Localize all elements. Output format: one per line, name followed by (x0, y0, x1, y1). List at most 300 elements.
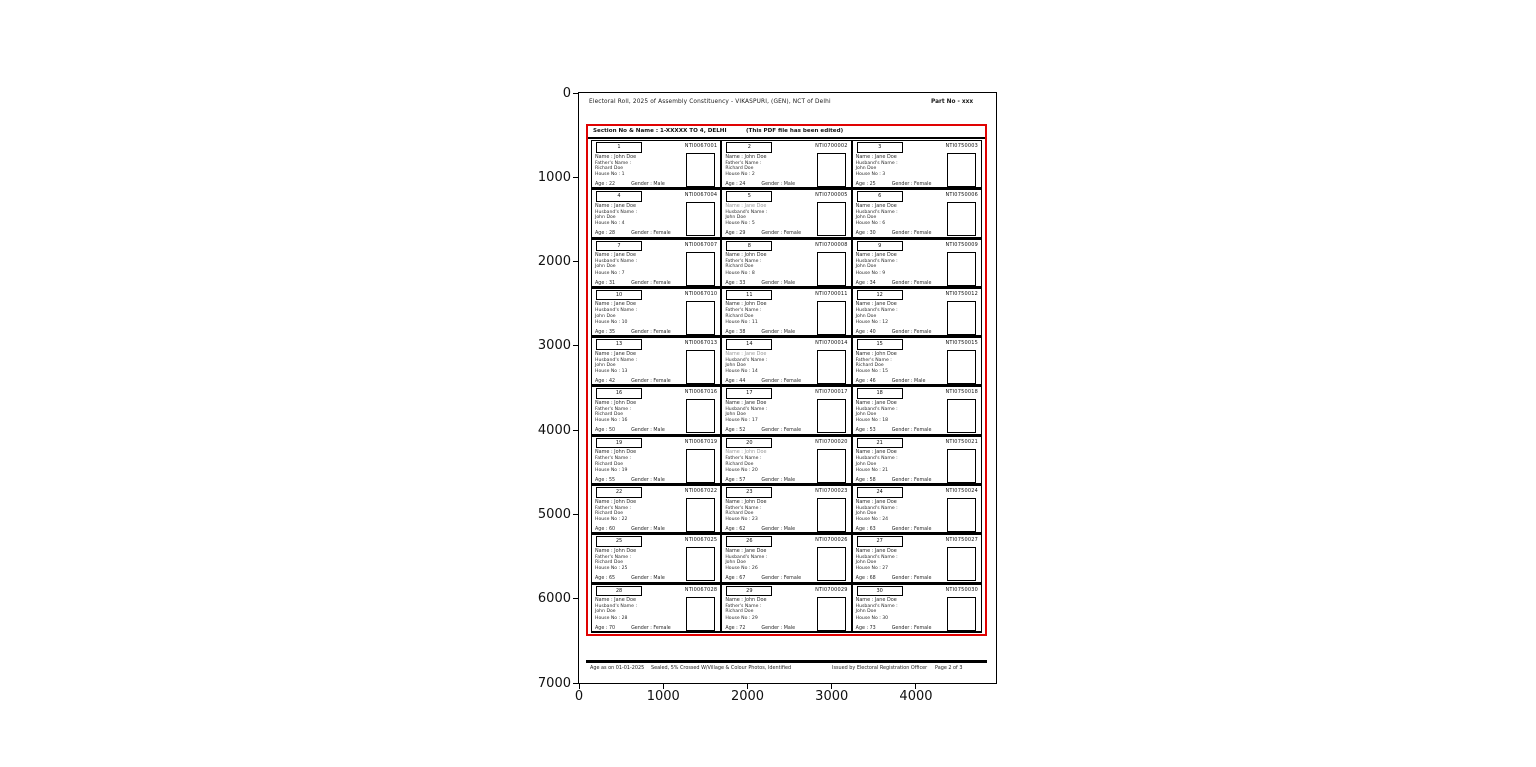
house-number-line: House No : 11 (725, 319, 758, 325)
voter-name-line: Name : John Doe (595, 153, 637, 160)
relation-name-line: Richard Doe (725, 609, 754, 615)
house-number-line: House No : 15 (855, 369, 889, 375)
house-number-line: House No : 21 (855, 467, 889, 473)
photo-box (686, 301, 715, 335)
gender-value: Gender : Male (631, 428, 665, 434)
y-tick-label: 4000 (537, 422, 571, 438)
gender-value: Gender : Female (761, 231, 802, 237)
gender-value: Gender : Male (631, 576, 665, 582)
house-number-line: House No : 29 (725, 615, 758, 621)
relation-label-line: Father's Name : (725, 604, 762, 610)
epic-number: NTI0750030 (945, 586, 978, 593)
epic-number: NTI0750024 (945, 488, 978, 495)
voter-card (591, 189, 721, 238)
voter-card (852, 140, 982, 189)
age-gender-line: Age : 53 Gender : Female (855, 428, 932, 434)
epic-number: NTI0067004 (684, 192, 718, 199)
epic-number: NTI0700002 (815, 143, 848, 149)
gender-value: Gender : Female (891, 625, 932, 631)
relation-name-line: John Doe (855, 264, 877, 270)
photo-box (817, 252, 846, 286)
epic-number: NTI0700014 (815, 340, 848, 347)
relation-label-line: Father's Name : (595, 406, 632, 412)
gender-value: Gender : Female (761, 379, 802, 385)
voter-name-line: Name : Jane Doe (855, 547, 897, 554)
gender-value: Gender : Female (891, 428, 932, 434)
relation-name-line: John Doe (855, 313, 877, 319)
house-number-line: House No : 2 (725, 172, 755, 177)
voter-card (721, 239, 851, 288)
voter-card (591, 436, 721, 485)
age-gender-line: Age : 50 Gender : Male (595, 428, 665, 434)
voter-name-line: Name : Jane Doe (725, 547, 767, 554)
y-tick-mark (573, 430, 578, 431)
photo-box (947, 202, 976, 236)
age-gender-line: Age : 60 Gender : Male (595, 527, 665, 533)
age-gender-line: Age : 46 Gender : Male (855, 379, 926, 385)
age-gender-line: Age : 35 Gender : Female (595, 329, 671, 335)
relation-name-line: Richard Doe (595, 461, 624, 467)
epic-number: NTI0750003 (945, 143, 978, 149)
epic-number: NTI0750012 (945, 290, 978, 297)
serial-number-box: 14 (726, 339, 772, 350)
gender-value: Gender : Female (631, 280, 671, 286)
epic-number: NTI0750015 (945, 340, 978, 347)
roll-header: Electoral Roll, 2025 of Assembly Constituency - VIKASPURI, (GEN), NCT of Delhi (589, 99, 831, 105)
serial-number-box: 19 (596, 438, 642, 449)
voter-name-line: Name : John Doe (595, 449, 637, 456)
age-gender-line: Age : 34 Gender : Female (855, 280, 932, 286)
voter-card (721, 189, 851, 238)
voter-card (721, 288, 851, 337)
relation-label-line: Father's Name : (595, 160, 632, 166)
house-number-line: House No : 27 (855, 566, 889, 572)
age-gender-line: Age : 38 Gender : Male (725, 329, 796, 335)
gender-value: Gender : Female (891, 182, 932, 187)
age-gender-line: Age : 22 Gender : Male (595, 182, 665, 187)
x-tick-label: 3000 (815, 689, 849, 704)
relation-name-line: John Doe (725, 362, 746, 368)
age-gender-line: Age : 25 Gender : Female (855, 182, 932, 187)
gender-value: Gender : Male (631, 477, 665, 483)
house-number-line: House No : 5 (725, 221, 755, 227)
serial-number-box: 2 (726, 142, 772, 153)
age-gender-line: Age : 29 Gender : Female (725, 231, 802, 237)
serial-number-box: 11 (726, 290, 772, 301)
relation-label-line: Husband's Name : (595, 308, 637, 314)
age-gender-line: Age : 42 Gender : Female (595, 379, 671, 385)
serial-number-box: 10 (596, 290, 642, 301)
gender-value: Gender : Male (761, 182, 796, 187)
photo-box (947, 547, 976, 581)
gender-value: Gender : Female (631, 379, 671, 385)
plot-area (537, 85, 997, 704)
gender-value: Gender : Male (761, 477, 796, 483)
photo-box (817, 153, 846, 187)
serial-number-box: 9 (857, 241, 903, 252)
voter-name-line: Name : Jane Doe (595, 301, 637, 308)
relation-name-line: John Doe (595, 609, 616, 615)
relation-name-line: John Doe (595, 313, 616, 319)
photo-box (686, 449, 715, 483)
relation-name-line: John Doe (725, 560, 746, 566)
photo-box (686, 547, 715, 581)
photo-box (817, 597, 846, 631)
epic-number: NTI0700029 (815, 586, 848, 593)
voter-card (721, 485, 851, 534)
relation-name-line: John Doe (725, 412, 746, 418)
voter-card (591, 386, 721, 435)
serial-number-box: 23 (726, 487, 772, 498)
epic-number: NTI0700017 (815, 389, 848, 396)
gender-value: Gender : Male (761, 280, 796, 286)
relation-name-line: Richard Doe (855, 362, 884, 368)
x-tick-label: 2000 (730, 689, 765, 704)
relation-name-line: John Doe (855, 165, 877, 171)
relation-label-line: Father's Name : (725, 259, 762, 265)
epic-number: NTI0067025 (684, 537, 718, 544)
epic-number: NTI0067019 (684, 438, 718, 445)
serial-number-box: 4 (596, 191, 642, 202)
serial-number-box: 27 (857, 536, 903, 547)
photo-box (947, 153, 976, 187)
serial-number-box: 22 (596, 487, 642, 498)
voter-card (721, 386, 851, 435)
voter-card (852, 485, 982, 534)
epic-number: NTI0700008 (815, 241, 848, 248)
relation-name-line: Richard Doe (725, 264, 754, 270)
serial-number-box: 7 (596, 241, 642, 252)
voter-card (721, 584, 851, 633)
house-number-line: House No : 3 (855, 172, 886, 177)
house-number-line: House No : 30 (855, 615, 889, 621)
photo-box (686, 252, 715, 286)
gender-value: Gender : Female (891, 329, 932, 335)
y-tick-mark (573, 261, 578, 262)
relation-name-line: Richard Doe (595, 165, 624, 171)
relation-name-line: John Doe (855, 609, 877, 615)
age-gender-line: Age : 55 Gender : Male (595, 477, 665, 483)
x-tick-label: 0 (574, 689, 584, 704)
highlight-box (586, 124, 987, 636)
serial-number-box: 13 (596, 339, 642, 350)
footer-seal-note: Sealed, 5% Crossed W/Village & Colour Photos, Identified (651, 664, 792, 671)
house-number-line: House No : 10 (595, 319, 628, 325)
gender-value: Gender : Female (631, 329, 671, 335)
voter-name-line: Name : Jane Doe (725, 350, 767, 357)
serial-number-box: 5 (726, 191, 772, 202)
section-title: Section No & Name : 1-XXXXX TO 4, DELHI (593, 127, 727, 134)
relation-label-line: Father's Name : (725, 456, 762, 462)
relation-label-line: Husband's Name : (855, 406, 898, 412)
age-gender-line: Age : 30 Gender : Female (855, 231, 932, 237)
voter-name-line: Name : John Doe (855, 350, 897, 357)
gender-value: Gender : Female (631, 625, 671, 631)
serial-number-box: 21 (857, 438, 903, 449)
x-tick-label: 4000 (899, 689, 933, 704)
gender-value: Gender : Female (891, 280, 932, 286)
y-tick-mark (573, 177, 578, 178)
serial-number-box: 3 (857, 142, 903, 153)
voter-name-line: Name : Jane Doe (855, 498, 897, 505)
photo-box (817, 547, 846, 581)
relation-name-line: John Doe (855, 215, 877, 221)
voter-name-line: Name : John Doe (595, 547, 637, 554)
y-tick-label: 0 (562, 85, 571, 101)
serial-number-box: 12 (857, 290, 903, 301)
age-gender-line: Age : 65 Gender : Male (595, 576, 665, 582)
voter-card (852, 239, 982, 288)
edited-note: (This PDF file has been edited) (746, 127, 844, 134)
epic-number: NTI0700023 (815, 488, 848, 495)
relation-name-line: John Doe (855, 560, 877, 566)
voter-card (852, 189, 982, 238)
photo-box (817, 301, 846, 335)
house-number-line: House No : 22 (595, 517, 628, 523)
epic-number: NTI0067022 (684, 488, 718, 495)
voter-name-line: Name : Jane Doe (855, 301, 897, 308)
serial-number-box: 8 (726, 241, 772, 252)
voter-name-line: Name : John Doe (725, 597, 767, 604)
photo-box (817, 202, 846, 236)
gender-value: Gender : Female (891, 576, 932, 582)
relation-name-line: John Doe (855, 461, 877, 467)
voter-name-line: Name : Jane Doe (855, 252, 897, 259)
voter-grid (591, 140, 982, 633)
voter-name-line: Name : Jane Doe (595, 252, 637, 259)
voter-name-line: Name : John Doe (725, 153, 767, 160)
x-tick-label: 1000 (646, 689, 680, 704)
gender-value: Gender : Female (631, 231, 671, 237)
serial-number-box: 25 (596, 536, 642, 547)
voter-card (721, 140, 851, 189)
voter-name-line: Name : Jane Doe (725, 202, 767, 209)
epic-number: NTI0750021 (945, 438, 978, 445)
photo-box (947, 498, 976, 532)
age-gender-line: Age : 63 Gender : Female (855, 527, 932, 533)
house-number-line: House No : 17 (725, 418, 758, 424)
photo-box (947, 301, 976, 335)
relation-label-line: Husband's Name : (595, 357, 637, 363)
relation-label-line: Father's Name : (595, 505, 632, 511)
y-tick-label: 5000 (537, 506, 571, 522)
gender-value: Gender : Female (891, 231, 932, 237)
relation-name-line: Richard Doe (725, 165, 754, 171)
house-number-line: House No : 25 (595, 566, 628, 572)
house-number-line: House No : 12 (855, 319, 889, 325)
voter-name-line: Name : Jane Doe (595, 597, 637, 604)
photo-box (686, 350, 715, 384)
gender-value: Gender : Male (631, 527, 665, 533)
voter-card (852, 386, 982, 435)
photo-box (817, 350, 846, 384)
voter-card (852, 534, 982, 583)
age-gender-line: Age : 67 Gender : Female (725, 576, 802, 582)
gender-value: Gender : Male (891, 379, 926, 385)
voter-name-line: Name : John Doe (725, 498, 767, 505)
footer-rule (586, 660, 987, 663)
relation-name-line: John Doe (595, 215, 616, 221)
voter-name-line: Name : Jane Doe (595, 350, 637, 357)
photo-box (686, 202, 715, 236)
epic-number: NTI0700020 (815, 438, 848, 445)
serial-number-box: 20 (726, 438, 772, 449)
relation-label-line: Husband's Name : (725, 357, 768, 363)
age-gender-line: Age : 52 Gender : Female (725, 428, 802, 434)
relation-name-line: Richard Doe (725, 510, 754, 516)
relation-name-line: John Doe (725, 215, 746, 221)
serial-number-box: 15 (857, 339, 903, 350)
voter-name-line: Name : John Doe (725, 301, 767, 308)
serial-number-box: 16 (596, 388, 642, 399)
age-gender-line: Age : 68 Gender : Female (855, 576, 932, 582)
relation-label-line: Husband's Name : (725, 554, 768, 560)
gender-value: Gender : Male (761, 527, 796, 533)
voter-card (721, 337, 851, 386)
age-gender-line: Age : 73 Gender : Female (855, 625, 932, 631)
serial-number-box: 29 (726, 586, 772, 597)
y-tick-label: 1000 (537, 169, 571, 185)
voter-card (852, 436, 982, 485)
voter-card (721, 436, 851, 485)
relation-label-line: Husband's Name : (595, 604, 637, 610)
relation-label-line: Husband's Name : (855, 160, 898, 166)
relation-name-line: John Doe (595, 264, 616, 270)
house-number-line: House No : 4 (595, 221, 625, 227)
epic-number: NTI0067010 (684, 290, 718, 297)
photo-box (947, 597, 976, 631)
house-number-line: House No : 20 (725, 467, 758, 473)
voter-name-line: Name : Jane Doe (725, 399, 767, 406)
gender-value: Gender : Male (631, 182, 665, 187)
age-gender-line: Age : 58 Gender : Female (855, 477, 932, 483)
age-gender-line: Age : 62 Gender : Male (725, 527, 796, 533)
serial-number-box: 30 (857, 586, 903, 597)
age-gender-line: Age : 28 Gender : Female (595, 231, 671, 237)
epic-number: NTI0067013 (684, 340, 718, 347)
footer-issuer: Issued by Electoral Registration Officer (832, 664, 928, 671)
relation-name-line: John Doe (855, 510, 877, 516)
epic-number: NTI0700005 (815, 192, 848, 199)
relation-label-line: Father's Name : (855, 357, 892, 363)
gender-value: Gender : Male (761, 625, 796, 631)
gender-value: Gender : Female (891, 527, 932, 533)
photo-box (686, 153, 715, 187)
voter-card (591, 288, 721, 337)
voter-card (852, 337, 982, 386)
voter-card (591, 584, 721, 633)
age-gender-line: Age : 57 Gender : Male (725, 477, 796, 483)
house-number-line: House No : 14 (725, 369, 758, 375)
photo-box (686, 498, 715, 532)
photo-box (947, 449, 976, 483)
relation-label-line: Husband's Name : (855, 308, 898, 314)
relation-label-line: Father's Name : (725, 308, 762, 314)
relation-label-line: Father's Name : (595, 554, 632, 560)
serial-number-box: 18 (857, 388, 903, 399)
relation-name-line: Richard Doe (595, 510, 624, 516)
age-gender-line: Age : 33 Gender : Male (725, 280, 796, 286)
serial-number-box: 6 (857, 191, 903, 202)
gender-value: Gender : Female (761, 428, 802, 434)
house-number-line: House No : 26 (725, 566, 758, 572)
y-tick-label: 3000 (537, 338, 571, 354)
relation-label-line: Husband's Name : (725, 406, 768, 412)
y-tick-mark (573, 683, 578, 684)
voter-card (852, 288, 982, 337)
relation-name-line: Richard Doe (725, 313, 754, 319)
relation-label-line: Husband's Name : (855, 604, 898, 610)
photo-box (817, 399, 846, 433)
gender-value: Gender : Male (761, 329, 796, 335)
gender-value: Gender : Female (761, 576, 802, 582)
voter-name-line: Name : Jane Doe (855, 597, 897, 604)
relation-label-line: Husband's Name : (855, 209, 898, 215)
epic-number: NTI0750027 (945, 537, 978, 544)
house-number-line: House No : 1 (595, 172, 625, 177)
age-gender-line: Age : 24 Gender : Male (725, 182, 796, 187)
gender-value: Gender : Female (891, 477, 932, 483)
voter-card (591, 337, 721, 386)
voter-card (591, 485, 721, 534)
voter-card (591, 140, 721, 189)
serial-number-box: 26 (726, 536, 772, 547)
relation-label-line: Husband's Name : (855, 505, 898, 511)
epic-number: NTI0067001 (684, 143, 718, 149)
house-number-line: House No : 8 (725, 270, 755, 276)
serial-number-box: 24 (857, 487, 903, 498)
house-number-line: House No : 7 (595, 270, 625, 276)
y-tick-mark (573, 598, 578, 599)
relation-label-line: Husband's Name : (595, 209, 637, 215)
photo-box (686, 597, 715, 631)
voter-name-line: Name : Jane Doe (855, 153, 897, 160)
voter-card (591, 534, 721, 583)
epic-number: NTI0067016 (684, 389, 718, 396)
relation-label-line: Father's Name : (725, 160, 762, 166)
y-tick-mark (573, 93, 578, 94)
age-gender-line: Age : 31 Gender : Female (595, 280, 671, 286)
voter-card (591, 239, 721, 288)
voter-name-line: Name : John Doe (725, 252, 767, 259)
photo-box (817, 498, 846, 532)
relation-label-line: Husband's Name : (725, 209, 768, 215)
voter-name-line: Name : John Doe (595, 498, 637, 505)
photo-box (686, 399, 715, 433)
y-tick-label: 7000 (537, 675, 571, 691)
relation-name-line: Richard Doe (595, 412, 624, 418)
house-number-line: House No : 24 (855, 517, 889, 523)
y-tick-label: 2000 (537, 254, 571, 270)
voter-name-line: Name : Jane Doe (855, 202, 897, 209)
age-gender-line: Age : 72 Gender : Male (725, 625, 796, 631)
relation-name-line: Richard Doe (725, 461, 754, 467)
voter-name-line: Name : Jane Doe (855, 449, 897, 456)
relation-label-line: Father's Name : (595, 456, 632, 462)
relation-label-line: Husband's Name : (855, 456, 898, 462)
age-gender-line: Age : 70 Gender : Female (595, 625, 671, 631)
house-number-line: House No : 16 (595, 418, 628, 424)
relation-name-line: Richard Doe (595, 560, 624, 566)
voter-name-line: Name : John Doe (595, 399, 637, 406)
epic-number: NTI0067028 (684, 586, 718, 593)
age-gender-line: Age : 40 Gender : Female (855, 329, 932, 335)
epic-number: NTI0700026 (815, 537, 848, 544)
relation-label-line: Husband's Name : (855, 554, 898, 560)
serial-number-box: 17 (726, 388, 772, 399)
relation-label-line: Father's Name : (725, 505, 762, 511)
photo-box (947, 399, 976, 433)
